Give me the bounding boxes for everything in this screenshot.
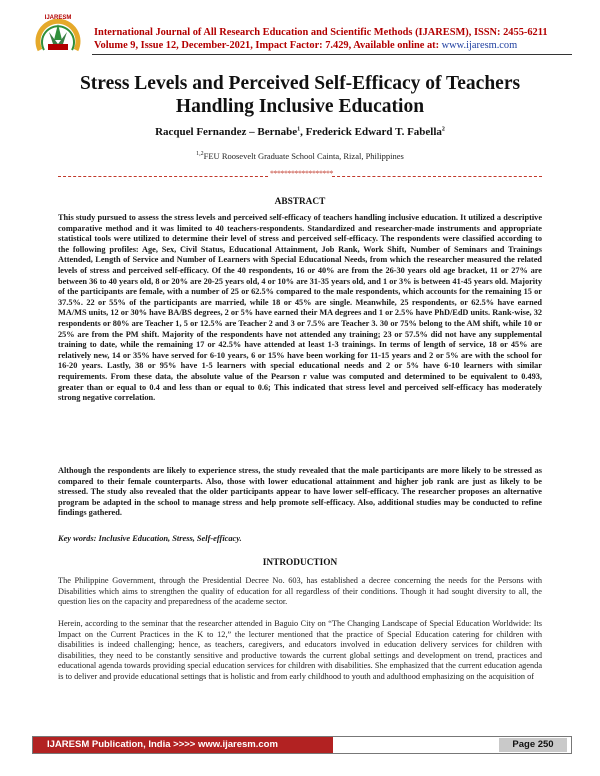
introduction-heading: INTRODUCTION bbox=[262, 558, 338, 568]
volume-issue-text: Volume 9, Issue 12, December-2021, Impact Factor: 7.429, Available online at: bbox=[94, 40, 442, 51]
abstract-heading: ABSTRACT bbox=[274, 197, 326, 207]
abstract-paragraph-1: This study pursued to assess the stress levels and perceived self-efficacy of teachers handling inclusive education. It utilized a descriptive comparative method and it was limited to 40 teachers-respondents. Standardized and researcher-made instruments and appropriate statistical tools were utilized to determine their level of stress and perceived self-efficacy. The respondents were classified according to the following profiles: Age, Sex, Civil Status, Educational Attainment, Job Rank, Work Shift, Number of Seminars and Trainings Attended, Length of Service and Number of Learners with Special Educational Needs, from which the researcher measured the related levels of stress and perceived self-efficacy. Of the 40 respondents, 16 or 40% are from the 26-30 years old age bracket, 11 or 27% are between 36 to 40 years old, 8 or 20% are 20-25 years old, 4 or 10% are 31-35 years old, and 1 or 3% is between 41-45 years old. Majority of the participants are female, with a number of 25 or 62.5% compared to the male respondents, which accounts for the remaining 15 or 37.5%. 22 or 55% of the participants are married, while 18 or 45% are single. Meanwhile, 25 respondents, or 62.5% have earned MA/MS units, 12 or 30% have BA/BS degrees, 2 or 5% have earned their MA degrees and 1 or 2.5% have PhD/EdD units. Rank-wise, 32 respondents or 80% are Teacher 1, 5 or 12.5% are Teacher 2 and 3 or 7.5% are Teacher 3. 30 or 75% belong to the AM shift, while 10 or 25% are from the PM shift. Majority of the respondents have not attended any training; 23 or 57.5% did not have any supplemental training to date, while the remaining 17 or 42.5% have attended at least 1-3 trainings. In terms of length of service, 18 or 45% are relatively new, 14 or 35% have served for 6-10 years, 6 or 15% have been working for 11-15 years and 2 or 5% are with the school for 16-20 years. Lastly, 38 or 95% have 1-5 learners with special educational needs and 2 or 5% have 6-10 learners with similar requirements. From these data, the absolute value of the Pearson r value was computed and determined to be equivalent to 0.493, greater than or equal to 0.4 and less than or equal to 0.6; This indicated that stress level and perceived self-efficacy has moderately strong negative correlation. bbox=[58, 213, 542, 403]
author-separator: , bbox=[300, 126, 306, 138]
affiliation bbox=[40, 151, 560, 161]
footer-publication: IJARESM Publication, India >>>> www.ijaresm.com bbox=[47, 739, 278, 750]
author-list bbox=[40, 126, 560, 138]
header-rule bbox=[92, 54, 572, 55]
author-1: Racquel Fernandez – Bernabe bbox=[155, 126, 298, 138]
journal-header bbox=[32, 10, 572, 54]
paper-title bbox=[40, 72, 560, 118]
journal-url-link[interactable]: www.ijaresm.com bbox=[441, 40, 518, 51]
page-number: Page 250 bbox=[499, 738, 567, 752]
journal-logo-icon bbox=[32, 10, 84, 56]
title-line-2: Handling Inclusive Education bbox=[175, 96, 425, 117]
footer-bar bbox=[33, 737, 333, 753]
affiliation-text: FEU Roosevelt Graduate School Cainta, Rizal, Philippines bbox=[203, 151, 404, 161]
abstract-paragraph-2: Although the respondents are likely to experience stress, the study revealed that the male participants are more likely to be stressed as compared to their female counterparts. Also, those with lower educational attainment and higher job rank are just as likely to be stressed. The study also revealed that the older participants appear to have lower self-efficacy. The researcher proposes an alternative program be adapted in the school to manage stress and help promote self-efficacy. Also, additional studies may be conducted to refine findings gathered. bbox=[58, 466, 542, 518]
divider-dash-left bbox=[58, 176, 268, 177]
logo-text: IJARESM bbox=[44, 15, 72, 21]
divider-stars: ****************** bbox=[270, 169, 333, 178]
author-1-sup: 1 bbox=[297, 126, 301, 133]
divider-dash-right bbox=[332, 176, 542, 177]
journal-name: International Journal of All Research Education and Scientific Methods (IJARESM), ISSN: 2455-6211 bbox=[94, 27, 548, 38]
introduction-paragraph-1: The Philippine Government, through the Presidential Decree No. 603, has established a decree concerning the needs for the Persons with Disabilities which aims to strengthen the quality of education for all regardless of their conditions. Though it had sought diversity to all, the question lies on the capacity and preparedness of the academe sector. bbox=[58, 576, 542, 607]
title-line-1: Stress Levels and Perceived Self-Efficacy of Teachers bbox=[79, 73, 521, 94]
author-2: Frederick Edward T. Fabella bbox=[305, 126, 442, 138]
journal-volume-info bbox=[94, 40, 517, 51]
affiliation-sup: 1,2 bbox=[196, 151, 204, 158]
page-footer bbox=[32, 736, 572, 754]
author-2-sup: 2 bbox=[441, 126, 445, 133]
keywords: Key words: Inclusive Education, Stress, Self-efficacy. bbox=[58, 534, 242, 543]
introduction-paragraph-2: Herein, according to the seminar that the researcher attended in Baguio City on “The Changing Landscape of Special Education Worldwide: Its Impact on the Current Practices in the K to 12,” the lecturer mentioned that the practice of Special Education catering for children with disabilities is indeed challenging; hence, as teachers, caregivers, and educators involved in education delivery services for children with disabilities, they need to be constantly sensitive and productive towards the current global settings and development on trend, practices and educational agenda towards providing special education services for children with disabilities. She emphasized that the current education agenda is to deliver and provide educational settings that is holistic and from early childhood to youth and adulthood emphasizing on the acquisition of bbox=[58, 619, 542, 681]
section-divider bbox=[58, 169, 542, 180]
